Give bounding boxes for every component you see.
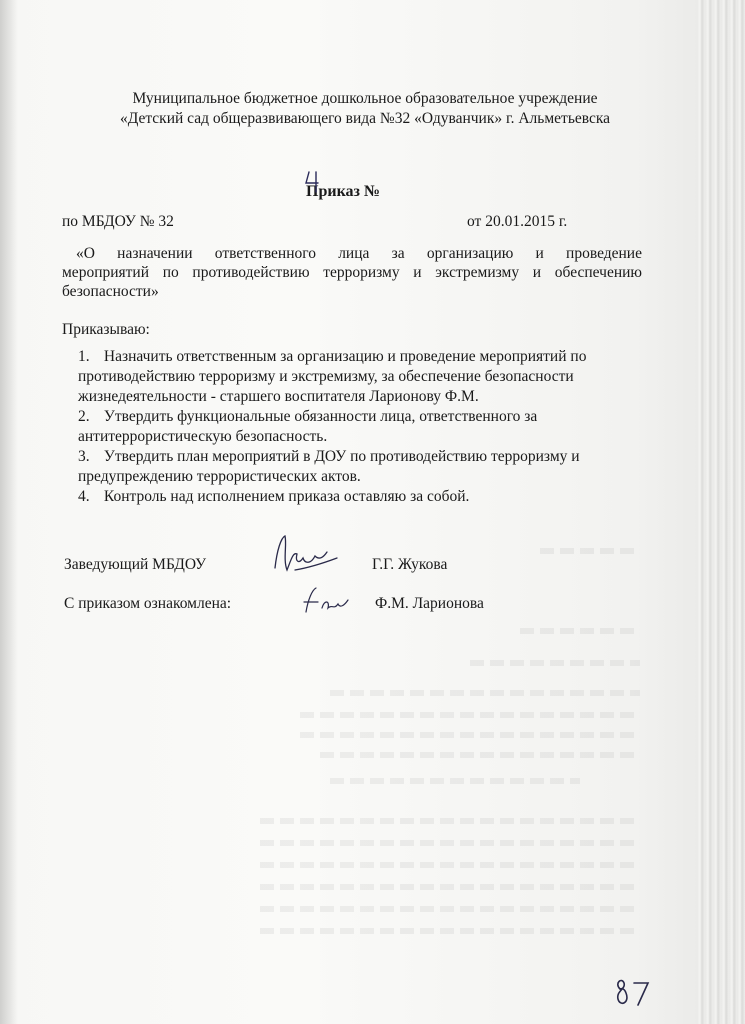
handwritten-page-number (610, 975, 660, 1009)
bleed-through (330, 690, 640, 696)
bleed-through (300, 732, 640, 738)
list-item (78, 447, 638, 467)
head-role: Заведующий МБДОУ (64, 556, 207, 573)
organization-header (70, 89, 660, 129)
order-issuer: по МБДОУ № 32 (62, 213, 174, 230)
ack-name: Ф.М. Ларионова (375, 595, 484, 612)
subject-line-1: «О назначении ответственного лица за организацию и проведение (76, 245, 642, 262)
org-line-1: Муниципальное бюджетное дошкольное образовательное учреждение (132, 90, 598, 107)
item-number: 1. (78, 348, 90, 365)
item-text: Контроль над исполнением приказа оставляю за собой. (103, 488, 470, 505)
subject-line-3: безопасности» (62, 283, 159, 300)
bleed-through (260, 906, 640, 912)
order-date: от 20.01.2015 г. (467, 213, 568, 230)
list-item (78, 487, 638, 507)
bleed-through (470, 660, 640, 666)
page-stack-edges (697, 0, 745, 1024)
item-text: предупреждению террористических актов. (78, 468, 361, 485)
bleed-through (260, 928, 640, 934)
scan-edge-shadow (0, 0, 18, 1024)
list-item (78, 407, 638, 427)
org-line-2: «Детский сад общеразвивающего вида №32 «Одуванчик» г. Альметьевска (119, 110, 611, 127)
bleed-through (330, 778, 580, 784)
item-text: антитеррористическую безопасность. (78, 428, 328, 445)
order-subject (62, 244, 642, 301)
directive: Приказываю: (62, 321, 150, 338)
item-text: Утвердить план мероприятий в ДОУ по противодействию терроризму и (103, 448, 580, 465)
item-number: 4. (78, 488, 90, 505)
bleed-through (320, 752, 640, 758)
bleed-through (540, 548, 640, 554)
item-text: противодействию терроризму и экстремизму, за обеспечение безопасности (78, 368, 574, 385)
head-name: Г.Г. Жукова (372, 556, 448, 573)
item-text: Назначить ответственным за организацию и проведение мероприятий по (103, 348, 587, 365)
ack-signature (300, 582, 360, 620)
bleed-through (260, 862, 640, 868)
item-text: жизнедеятельности - старшего воспитателя Ларионову Ф.М. (78, 388, 479, 405)
bleed-through (300, 712, 640, 718)
bleed-through (260, 818, 640, 824)
item-number: 3. (78, 448, 90, 465)
head-signature (265, 530, 345, 580)
bleed-through (520, 628, 640, 634)
order-items (78, 347, 638, 507)
bleed-through (260, 884, 640, 890)
ack-role: С приказом ознакомлена: (64, 595, 232, 612)
item-text: Утвердить функциональные обязанности лица, ответственного за (103, 408, 538, 425)
order-title: Приказ № (306, 183, 381, 200)
subject-line-2: мероприятий по противодействию терроризму и экстремизму и обеспечению (62, 264, 642, 281)
handwritten-order-number (303, 168, 331, 196)
list-item (78, 347, 638, 367)
bleed-through (260, 840, 640, 846)
item-number: 2. (78, 408, 90, 425)
